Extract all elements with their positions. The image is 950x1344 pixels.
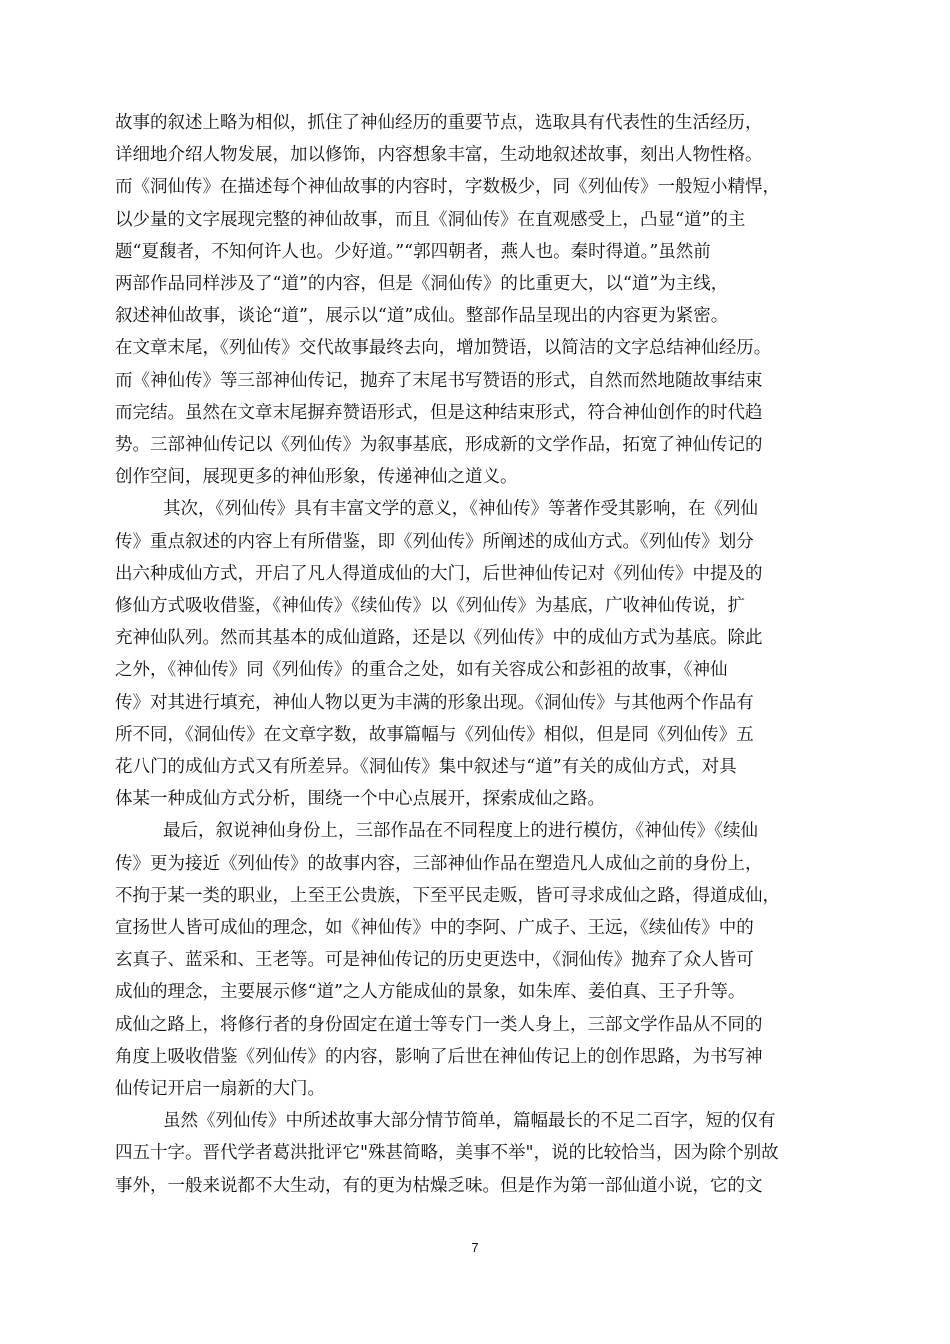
text-line: 详细地介绍人物发展，加以修饰，内容想象丰富，生动地叙述故事，刻出人物性格。 bbox=[115, 145, 763, 165]
text-line: 传》更为接近《列仙传》的故事内容，三部神仙作品在塑造凡人成仙之前的身份上， bbox=[115, 854, 763, 874]
text-line: 事外，一般来说都不大生动，有的更为枯燥乏味。但是作为第一部仙道小说，它的文 bbox=[115, 1176, 763, 1196]
text-line: 四五十字。晋代学者葛洪批评它"殊甚简略，美事不举"，说的比较恰当，因为除个别故 bbox=[115, 1143, 779, 1163]
text-line: 所不同，《洞仙传》在文章字数，故事篇幅与《列仙传》相似，但是同《列仙传》五 bbox=[115, 725, 754, 745]
text-line: 成仙之路上，将修行者的身份固定在道士等专门一类人身上，三部文学作品从不同的 bbox=[115, 1015, 763, 1035]
text-line: 不拘于某一类的职业，上至王公贵族，下至平民走贩，皆可寻求成仙之路，得道成仙， bbox=[115, 886, 780, 906]
text-line: 角度上吸收借鉴《列仙传》的内容，影响了后世在神仙传记上的创作思路，为书写神 bbox=[115, 1047, 763, 1067]
text-line: 出六种成仙方式，开启了凡人得道成仙的大门，后世神仙传记对《列仙传》中提及的 bbox=[115, 564, 763, 584]
text-line: 两部作品同样涉及了“道”的内容，但是《洞仙传》的比重更大，以“道”为主线， bbox=[115, 274, 729, 294]
text-line: 充神仙队列。然而其基本的成仙道路，还是以《列仙传》中的成仙方式为基底。除此 bbox=[115, 628, 763, 648]
text-line: 创作空间，展现更多的神仙形象，传递神仙之道义。 bbox=[115, 467, 518, 487]
text-line: 虽然《列仙传》中所述故事大部分情节简单，篇幅最长的不足二百字，短的仅有 bbox=[163, 1111, 776, 1131]
text-line: 叙述神仙故事，谈论“道”，展示以“道”成仙。整部作品呈现出的内容更为紧密。 bbox=[115, 306, 729, 326]
text-line: 之外，《神仙传》同《列仙传》的重合之处，如有关容成公和彭祖的故事，《神仙 bbox=[115, 660, 728, 680]
text-line: 体某一种成仙方式分析，围绕一个中心点展开，探索成仙之路。 bbox=[115, 789, 605, 809]
text-line: 宣扬世人皆可成仙的理念，如《神仙传》中的李阿、广成子、王远，《续仙传》中的 bbox=[115, 918, 754, 938]
text-line: 以少量的文字展现完整的神仙故事，而且《洞仙传》在直观感受上，凸显“道”的主 bbox=[115, 210, 746, 230]
text-line: 而《洞仙传》在描述每个神仙故事的内容时，字数极少，同《列仙传》一般短小精悍， bbox=[115, 177, 780, 197]
text-line: 仙传记开启一扇新的大门。 bbox=[115, 1079, 325, 1099]
text-line: 其次，《列仙传》具有丰富文学的意义，《神仙传》等著作受其影响，在《列仙 bbox=[163, 499, 758, 519]
text-line: 故事的叙述上略为相似，抓住了神仙经历的重要节点，选取具有代表性的生活经历， bbox=[115, 113, 763, 133]
text-line: 而完结。虽然在文章末尾摒弃赞语形式，但是这种结束形式，符合神仙创作的时代趋 bbox=[115, 403, 763, 423]
text-line: 在文章末尾，《列仙传》交代故事最终去向，增加赞语，以简洁的文字总结神仙经历。 bbox=[115, 338, 772, 358]
text-line: 传》对其进行填充，神仙人物以更为丰满的形象出现。《洞仙传》与其他两个作品有 bbox=[115, 693, 754, 713]
text-line: 花八门的成仙方式又有所差异。《洞仙传》集中叙述与“道”有关的成仙方式，对具 bbox=[115, 757, 737, 777]
text-line: 修仙方式吸收借鉴，《神仙传》《续仙传》以《列仙传》为基底，广收神仙传说，扩 bbox=[115, 596, 745, 616]
text-line: 玄真子、蓝采和、王老等。可是神仙传记的历史更迭中，《洞仙传》抛弃了众人皆可 bbox=[115, 950, 754, 970]
text-line: 势。三部神仙传记以《列仙传》为叙事基底，形成新的文学作品，拓宽了神仙传记的 bbox=[115, 435, 763, 455]
text-line: 传》重点叙述的内容上有所借鉴，即《列仙传》所阐述的成仙方式。《列仙传》划分 bbox=[115, 532, 754, 552]
page-number: 7 bbox=[471, 1240, 479, 1255]
text-line: 而《神仙传》等三部神仙传记，抛弃了末尾书写赞语的形式，自然而然地随故事结束 bbox=[115, 371, 763, 391]
text-line: 题“夏馥者，不知何许人也。少好道。”“郭四朝者，燕人也。秦时得道。”虽然前 bbox=[115, 242, 711, 262]
text-line: 成仙的理念，主要展示修“道”之人方能成仙的景象，如朱库、姜伯真、王子升等。 bbox=[115, 982, 746, 1002]
text-line: 最后，叙说神仙身份上，三部作品在不同程度上的进行模仿，《神仙传》《续仙 bbox=[163, 821, 758, 841]
